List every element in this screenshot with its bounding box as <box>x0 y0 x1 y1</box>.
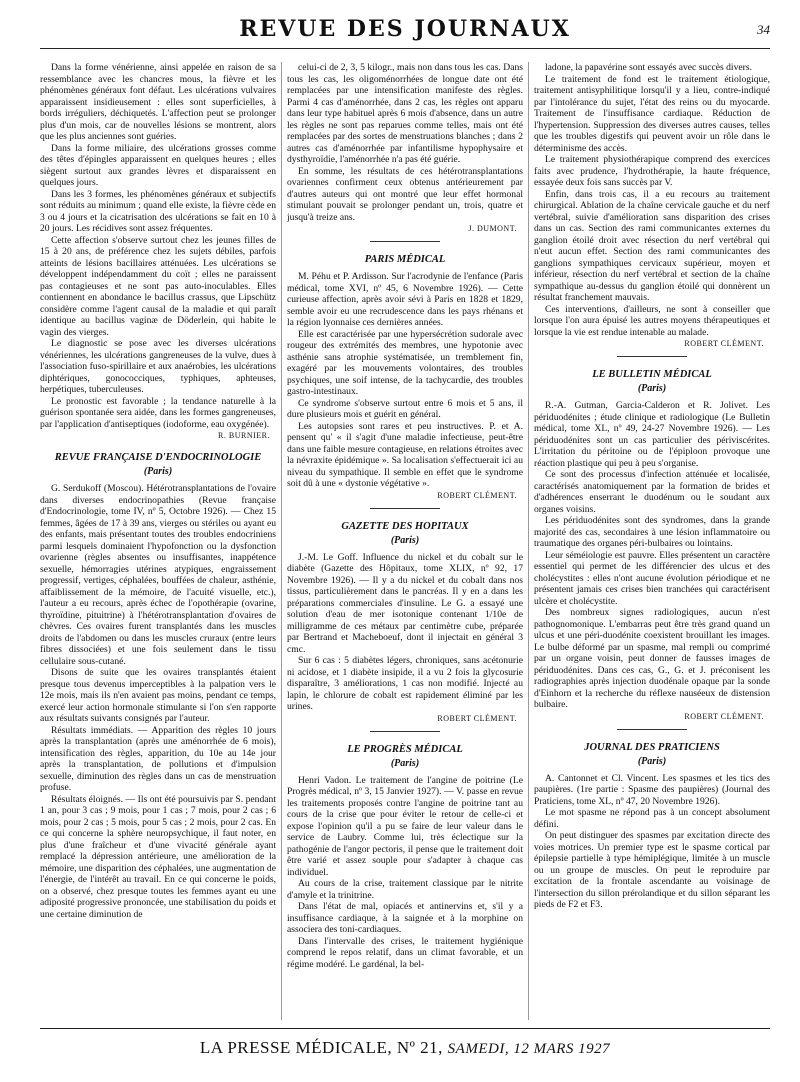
page-number: 34 <box>757 22 770 37</box>
section-divider <box>370 508 440 509</box>
author-signature: R. BURNIER. <box>218 431 270 440</box>
section-divider <box>617 356 687 357</box>
paragraph: Le pronostic est favorable ; la tendance naturelle à la guérison spontanée sera aidée, dans les formes gangreneuses, par l'application d'antiseptiques (iodoforme, eau oxygénée). <box>40 395 276 430</box>
paragraph: Le traitement physiothérapique comprend des exercices faits avec prudence, l'hydrothérapie, la haute fréquence, essayée deux fois sans succès par V. <box>534 154 770 188</box>
article-paragraph: A. Cantonnet et Cl. Vincent. Les spasmes et les tics des paupières. (1re partie : Spasme des paupières) (Journal des Praticiens, tome XL, nº 47, 20 Novembre 1926). <box>534 772 770 807</box>
paragraph: Dans la forme miliaire, des ulcérations grosses comme des têtes d'épingles apparaissent en quelques heures ; elles siègent surtout aux grandes lèvres et disparaissent en quelques jours. <box>40 142 276 188</box>
section-title: PARIS MÉDICAL <box>364 254 446 265</box>
paragraph: Dans la forme vénérienne, ainsi appelée en raison de sa ressemblance avec les chancres mous, la fièvre et les phénomènes généraux font défaut. Les ulcérations vulvaires apparaissent insidieusement : elles sont superficielles, à bords irréguliers, déchiquetés. L'affection peut se prolonger plus d'un mois, car de nouvelles lésions se montrent, alors que les plus anciennes sont guéries. <box>40 62 276 142</box>
paragraph: Disons de suite que les ovaires transplantés étaient presque tous devenus imperceptibles à la palpation vers le 12e mois, mais ils n'en avaient pas moins, pendant ce temps, exercé leur action hormonale stimulante si l'on s'en rapporte aux résultats suivants consignés par l'auteur. <box>40 667 276 724</box>
article-paragraph: R.-A. Gutman, Garcia-Calderon et R. Jolivet. Les périduodénites ; étude clinique et radiologique (Le Bulletin médical, tome XL, nº 49, 24-27 Novembre 1926). — Les périduodénites sont un cas particulier des périviscérites. L'irritation du péritoine ou de l'épiploon provoque une réaction plastique qui peu à peu s'organise. <box>534 400 770 469</box>
paragraph: Résultats immédiats. — Apparition des règles 10 jours après la transplantation (après une aménorrhée de 6 mois), intensification des règles, apparition, du 10e au 14e jour après la transplantation, de pollutions et d'impulsion sexuelle, diminution des règles dans un cas de menstruation profuse. <box>40 724 276 793</box>
paragraph: Le traitement de fond est le traitement étiologique, traitement antisyphilitique lorsqu'il y a lieu, contre-indiqué par l'intolérance du sujet, l'état des reins ou du myocarde. Traitement de l'insuffisance cardiaque. Réduction de l'hypertension. Suppression des diverses autres causes, telles que les troubles digestifs qui peuvent avoir un rôle dans le déterminisme des accès. <box>534 73 770 154</box>
footer-journal: LA PRESSE MÉDICALE, Nº 21, <box>199 1038 443 1057</box>
author-signature: ROBERT CLÉMENT. <box>684 711 764 721</box>
section-title: LE BULLETIN MÉDICAL <box>592 369 712 380</box>
article-paragraph: J.-M. Le Goff. Influence du nickel et du cobalt sur le diabète (Gazette des Hôpitaux, tome XLIX, nº 92, 17 Novembre 1926). — Il y a du nickel et du cobalt dans nos tissus, particulièrement dans le pancréas. Il y en a dans les préparations commerciales d'insuline. Le G. a essayé une solution d'eau de mer isotonique contenant 1/10e de milligramme de ces métaux par centimètre cube, préparée par Bertrand et Macheboeuf, dont il injectait en général 3 cmc. <box>287 551 523 655</box>
section-city: (Paris) <box>143 466 173 477</box>
section-divider <box>617 729 687 730</box>
paragraph: Leur séméiologie est pauvre. Elles présentent un caractère essentiel qui permet de les différencier des ulcus et des cholécystites : elles n'ont aucune évolution périodique et ne présentent jamais ces crises bien tranchées qui caractérisent ulcère et cholécystite. <box>534 549 770 607</box>
author-signature: ROBERT CLÉMENT. <box>437 713 517 723</box>
section-city: (Paris) <box>637 755 667 767</box>
section-title: GAZETTE DES HOPITAUX <box>341 520 469 532</box>
paragraph: Dans les 3 formes, les phénomènes généraux et subjectifs sont réduits au minimum ; quand elle existe, la fièvre cède en 3 ou 4 jours et la cicatrisation des ulcérations se fait en 10 à 20 jours. Les récidives sont assez fréquentes. <box>40 188 276 234</box>
paragraph: Cette affection s'observe surtout chez les jeunes filles de 15 à 20 ans, de préférence chez les sujets débiles, parfois atteints de lésions bacillaires atténuées. Les ulcérations se développent indépendamment du coït ; elles ne paraissent pas contagieuses et ne sont pas auto-inoculables. Elles contiennent en abondance le bacillus crassus, que Lipschütz considère comme l'agent causal de la maladie et qui paraît identique au bacillus vaginæ de Döderlein, qui habite le vagin des vierges. <box>40 234 276 338</box>
section-city: (Paris) <box>390 534 420 546</box>
paragraph: En somme, les résultats de ces hétérotransplantations ovariennes confirment ceux obtenus antérieurement par d'autres auteurs qui ont montré que leur effet hormonal stimulant pouvait se prolonger pendant un, trois, quatre et jusqu'à treize ans. <box>287 165 523 223</box>
footer-rule <box>40 1028 770 1029</box>
paragraph: Résultats éloignés. — Ils ont été poursuivis par S. pendant 1 an, pour 3 cas ; 9 mois, pour 1 cas ; 7 mois, pour 2 cas ; 6 mois, pour 2 cas ; 5 mois, pour 5 cas ; 2 mois, pour 2 cas. En ce qui concerne la sphère neuropsychique, il faut noter, en plus d'une fraîcheur et d'une vivacité générale ayant remplacé la dépression antérieure, une amélioration de la mémoire, une disparition des céphalées, une augmentation de l'énergie, de l'intérêt au travail. En ce qui concerne le poids, on a observé, chez presque toutes les femmes ayant eu une adiposité progressive prononcée, une stabilisation du poids et une certaine diminution de <box>40 793 276 920</box>
section-divider <box>370 731 440 732</box>
paragraph: Ces interventions, d'ailleurs, ne sont à conseiller que lorsque l'on aura épuisé les autres moyens thérapeutiques et lorsque la vie est rendue intenable au malade. <box>534 303 770 338</box>
column-2 <box>287 62 523 1020</box>
column-divider <box>528 62 529 1020</box>
text-columns <box>40 62 770 1020</box>
paragraph: Elle est caractérisée par une hypersécrétion sudorale avec rougeur des extrémités des membres, une hypotonie avec asthénie sans atrophie systématisée, un tremblement fin, exagéré par les mouvements volontaires, des troubles psychiques, une soif intense, de la tachycardie, des troubles gastro-intestinaux. <box>287 328 523 397</box>
paragraph: Les périduodénites sont des syndromes, dans la grande majorité des cas, secondaires à une lésion inflammatoire ou traumatique des organes péri-bulbaires ou lointains. <box>534 515 770 549</box>
section-divider <box>370 241 440 242</box>
paragraph: Enfin, dans trois cas, il a eu recours au traitement chirurgical. Ablation de la chaîne cervicale gauche et du nerf vertébral, suivie d'amélioration sans disparition des crises dans un cas. Section des rami communicantes externes du ganglion étoilé droit avec résection du nerf vertébral qui n'eut aucun effet. Section des rami communicantes des ganglions sympathiques cervicaux supérieur, moyen et inférieur, résection du nerf vertébral et section de la chaîne sympathique au-dessus du ganglion étoilé qui donnèrent un résultat franchement mauvais. <box>534 188 770 303</box>
running-title: REVUE DES JOURNAUX <box>239 16 571 42</box>
column-divider <box>281 62 282 1020</box>
section-city: (Paris) <box>637 383 667 394</box>
paragraph: Dans l'état de mal, opiacés et antinervins et, s'il y a insuffisance cardiaque, à la saignée et à la morphine on associera des toni-cardiaques. <box>287 901 523 935</box>
paragraph: On peut distinguer des spasmes par excitation directe des voies motrices. Un premier type est le spasme cortical par épilepsie partielle à type hémiplégique, limitée à un muscle ou un groupe de muscles. On peut le reproduire par excitation de la frontale ascendante au voisinage de l'intersection du sillon prérolandique et du sillon séparant les pieds de F2 et F3. <box>534 830 770 910</box>
section-title: REVUE FRANÇAISE D'ENDOCRINOLOGIE <box>54 452 262 463</box>
paragraph: celui-ci de 2, 3, 5 kilogr., mais non dans tous les cas. Dans tous les cas, les oligoménorrhées de longue date ont été remplacées par une intensification manifeste des règles. Parmi 4 cas d'aménorrhée, dans 2 cas, les règles ont apparu dans leur type habituel après 6 mois d'absence, dans un autre les règles ne sont pas reparues comme telles, mais ont été remplacées par des sortes de menstruations blanches ; dans 2 autres cas d'aménorrhée par infantilisme hypophysaire et dysthyroïdie, l'aménorrhée n'a pas été guérie. <box>287 62 523 165</box>
article-paragraph: M. Péhu et P. Ardisson. Sur l'acrodynie de l'enfance (Paris médical, tome XVI, nº 45, 6 Novembre 1926). — Cette curieuse affection, après avoir sévi à Paris en 1828 et 1829, semble avoir eu une recrudescence dans les pays rhénans et la région lyonnaise ces dernières années. <box>287 271 523 328</box>
column-1 <box>40 62 276 1020</box>
paragraph: Le mot spasme ne répond pas à un concept absolument défini. <box>534 807 770 830</box>
article-paragraph: G. Serdukoff (Moscou). Hétérotransplantations de l'ovaire dans diverses endocrinopathies (Revue française d'Endocrinologie, tome IV, nº 5, Octobre 1926). — Chez 15 femmes, âgées de 17 à 39 ans, vierges ou stériles ou ayant eu des enfants, mais présentant toutes des troubles endocriniens parmi lesquels dominaient l'hypofonction ou la dysfonction ovarienne (règles absentes ou insuffisantes, inappétence sexuelle, hémorragies utérines atypiques, engraissement progressif, vertiges, céphalées, bouffées de chaleur, asthénie, affaiblissement de la mémoire, de l'acuité visuelle, etc.), l'auteur a eu recours, après échec de l'opothérapie (ovarine, thyroïdine, pituitrine) à l'hétérotransplantation d'ovaires de chèvres. Ces ovaires furent transplantés dans les muscles droits de l'abdomen ou dans les muscles cruraux (entre leurs fibres dissociées) et une fois seulement dans le tissu cellulaire sous-cutané. <box>40 483 276 667</box>
paragraph: Dans l'intervalle des crises, le traitement hygiénique comprend le repos relatif, dans un climat favorable, et un régime modéré. Le gardénal, la bel- <box>287 935 523 970</box>
section-city: (Paris) <box>390 757 420 769</box>
header-rule <box>40 48 770 49</box>
section-title: JOURNAL DES PRATICIENS <box>584 741 720 753</box>
paragraph: Au cours de la crise, traitement classique par le nitrite d'amyle et la trinitrine. <box>287 878 523 901</box>
paragraph: Le diagnostic se pose avec les diverses ulcérations vénériennes, les ulcérations gangreneuses de la vulve, dues à l'association fuso-spirillaire et aux anaérobies, les ulcérations diphtériques, gonococciques, typhiques, aphteuses, herpétiques, tuberculeuses. <box>40 338 276 395</box>
paragraph: Ce sont des processus d'infection atténuée et localisée, caractérisés anatomiquement par la formation de brides et d'adhérences enserrant le duodénum ou le soudant aux organes voisins. <box>534 469 770 515</box>
page-header <box>40 16 770 46</box>
article-paragraph: Henri Vadon. Le traitement de l'angine de poitrine (Le Progrès médical, nº 3, 15 Janvier 1927). — V. passe en revue les traitements proposés contre l'angine de poitrine tant au cours de la crise que pour éviter le retour de celle-ci et expose l'opinion qu'il a pu se faire de leur valeur dans le service de Laubry. Comme lui, très éclectique sur la pathogénie de l'angor pectoris, il pense que le traitement doit être varié et assez souple pour s'adapter à chaque cas individuel. <box>287 774 523 878</box>
paragraph: ladone, la papavérine sont essayés avec succès divers. <box>545 62 752 73</box>
column-3 <box>534 62 770 1020</box>
paragraph: Les autopsies sont rares et peu instructives. P. et A. pensent qu' « il s'agit d'une maladie infectieuse, peut-être dans une faible mesure contagieuse, en relations étroites avec la névraxite épidémique ». Sa localisation s'effectuerait ici au niveau du sympathique. Il semble en effet que le syndrome soit dû à une « dystonie végétative ». <box>287 420 523 489</box>
page-footer <box>40 1038 770 1058</box>
paragraph: Des nombreux signes radiologiques, aucun n'est pathognomonique. L'embarras peut être très grand quand un ulcus et une péri-duodénite coexistent brouillant les images. Le bulbe déformé par un spasme, mal rempli ou comprimé par un organe voisin, peut donner de fausses images de périduodénites. Dans ces cas, G., G. et J. préconisent les radiographies après injection duodénale opaque par la sonde d'Einhorn et la recherche du réflexe nauséeux de distension bulbaire. <box>534 607 770 710</box>
author-signature: J. DUMONT. <box>468 224 517 233</box>
footer-date: SAMEDI, 12 MARS 1927 <box>447 1041 611 1057</box>
author-signature: ROBERT CLÉMENT. <box>437 490 517 500</box>
paragraph: Ce syndrome s'observe surtout entre 6 mois et 5 ans, il dure plusieurs mois et guérit en général. <box>287 397 523 420</box>
section-title: LE PROGRÈS MÉDICAL <box>347 743 463 755</box>
paragraph: Sur 6 cas : 5 diabètes légers, chroniques, sans acétonurie ni acidose, et 1 diabète insipide, il a vu 2 fois la glycosurie disparaître, 3 améliorations, 1 cas non modifié. Injecté au lapin, le chlorure de cobalt est rapidement éliminé par les urines. <box>287 655 523 712</box>
author-signature: ROBERT CLÉMENT. <box>684 339 764 348</box>
